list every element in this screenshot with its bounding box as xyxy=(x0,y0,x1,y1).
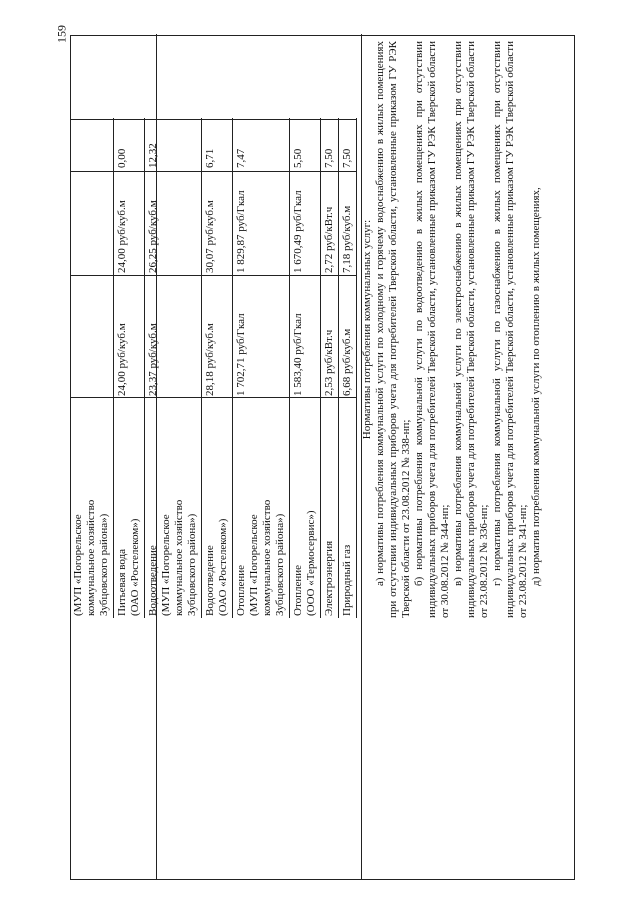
service-name-line: Отопление xyxy=(292,564,304,616)
increase-percent-cell: 7,50 xyxy=(341,148,353,168)
norms-paragraph: в) нормативы потребления коммунальной услуги по электроснабжению в жилых помещениях при отсутствии индивидуальных приборов учета для потребителей Тверской области, установленные приказом ГУ РЭК Тверской области от 23.08.2012 № 336-нп; xyxy=(452,41,490,618)
service-name-cell xyxy=(323,396,336,618)
service-name-line: Электроэнергия xyxy=(323,540,335,616)
increase-percent-cell: 5,50 xyxy=(292,148,304,168)
service-name-line: Водоотведение xyxy=(147,545,159,616)
table-column-line xyxy=(70,171,357,172)
service-name-cell xyxy=(116,396,142,618)
old-price-cell: 1 583,40 руб/Гкал xyxy=(292,313,304,396)
service-name-line: (ОАО «Ростелеком») xyxy=(217,518,229,616)
service-name-line: коммунальное хозяйство xyxy=(85,499,97,616)
service-name-cell xyxy=(341,396,354,618)
service-name-line: Отопление xyxy=(235,564,247,616)
service-name-line: коммунальное хозяйство xyxy=(261,499,273,616)
old-price-cell: 23,37 руб/куб.м xyxy=(147,323,159,396)
old-price-cell: 6,68 руб/куб.м xyxy=(341,328,353,396)
table-column-line xyxy=(70,275,357,276)
table-row xyxy=(145,118,202,618)
new-price-cell: 30,07 руб/куб.м xyxy=(204,200,216,273)
table-row xyxy=(233,118,290,618)
new-price-cell: 2,72 руб/кВт.ч xyxy=(323,206,335,273)
old-price-cell: 2,53 руб/кВт.ч xyxy=(323,329,335,396)
table-row xyxy=(202,118,233,618)
table-column-line xyxy=(70,397,357,398)
table-row xyxy=(114,118,145,618)
norms-paragraph: а) нормативы потребления коммунальной услуги по холодному и горячему водоснабжению в жилых помещениях при отсутствии индивидуальных приборов учета для потребителей Тверской области, установленные приказом ГУ РЭК Тверской области от 23.08.2012 № 338-нп; xyxy=(374,41,412,618)
page-number: 159 xyxy=(54,25,69,43)
service-name-line: коммунальное хозяйство xyxy=(173,499,185,616)
service-name-cell xyxy=(204,396,230,618)
service-name-cell xyxy=(292,396,318,618)
service-name-cell xyxy=(147,396,199,618)
increase-percent-cell: 7,50 xyxy=(323,148,335,168)
new-price-cell: 1 670,49 руб/Гкал xyxy=(292,190,304,273)
increase-percent-cell: 6,71 xyxy=(204,148,216,168)
table-row xyxy=(339,118,357,618)
service-name-line: Природный газ xyxy=(341,544,353,616)
increase-percent-cell: 7,47 xyxy=(235,148,247,168)
norms-paragraph: д) норматив потребления коммунальной услуги по отоплению в жилых помещениях, xyxy=(530,187,542,586)
service-name-cell xyxy=(72,396,111,618)
service-name-line: Водоотведение xyxy=(204,545,216,616)
service-name-line: (МУП «Погорельское xyxy=(248,514,260,616)
increase-percent-cell: 0,00 xyxy=(116,148,128,168)
service-name-line: Зубцовского района») xyxy=(274,513,286,616)
table-column-line xyxy=(70,119,357,120)
service-name-line: Зубцовского района») xyxy=(186,513,198,616)
table-row xyxy=(290,118,321,618)
norms-paragraph: г) нормативы потребления коммунальной услуги по газоснабжению в жилых помещениях при отсутствии индивидуальных приборов учета для потребителей Тверской области, установленные приказом ГУ РЭК Тверской области от 23.08.2012 № 341-нп; xyxy=(491,41,529,618)
new-price-cell: 7,18 руб/куб.м xyxy=(341,205,353,273)
table-row xyxy=(321,118,339,618)
service-name-cell xyxy=(235,396,287,618)
new-price-cell: 26,25 руб/куб.м xyxy=(147,200,159,273)
old-price-cell: 28,18 руб/куб.м xyxy=(204,323,216,396)
service-name-line: (ООО «Термосервис») xyxy=(305,510,317,616)
service-name-line: Зубцовского района») xyxy=(98,513,110,616)
tariff-table xyxy=(70,118,357,618)
service-name-line: (МУП «Погорельское xyxy=(160,514,172,616)
old-price-cell: 24,00 руб/куб.м xyxy=(116,323,128,396)
service-name-line: (ОАО «Ростелеком») xyxy=(129,518,141,616)
service-name-line: Питьевая вода xyxy=(116,548,128,616)
new-price-cell: 24,00 руб/куб.м xyxy=(116,200,128,273)
new-price-cell: 1 829,87 руб/Гкал xyxy=(235,190,247,273)
increase-percent-cell: 12,32 xyxy=(147,143,159,168)
rotated-page-content xyxy=(70,35,575,880)
norms-paragraph: б) нормативы потребления коммунальной услуги по водоотведению в жилых помещениях при отсутствии индивидуальных приборов учета для потребителей Тверской области, установленные приказом ГУ РЭК Тверской области от 30.08.2012 № 344-нп; xyxy=(413,41,451,618)
table-row xyxy=(70,118,114,618)
service-name-line: (МУП «Погорельское xyxy=(72,514,84,616)
norms-section xyxy=(361,41,543,618)
table-area xyxy=(70,35,575,880)
old-price-cell: 1 702,71 руб/Гкал xyxy=(235,313,247,396)
norms-heading: Нормативы потребления коммунальных услуг: xyxy=(361,219,373,440)
